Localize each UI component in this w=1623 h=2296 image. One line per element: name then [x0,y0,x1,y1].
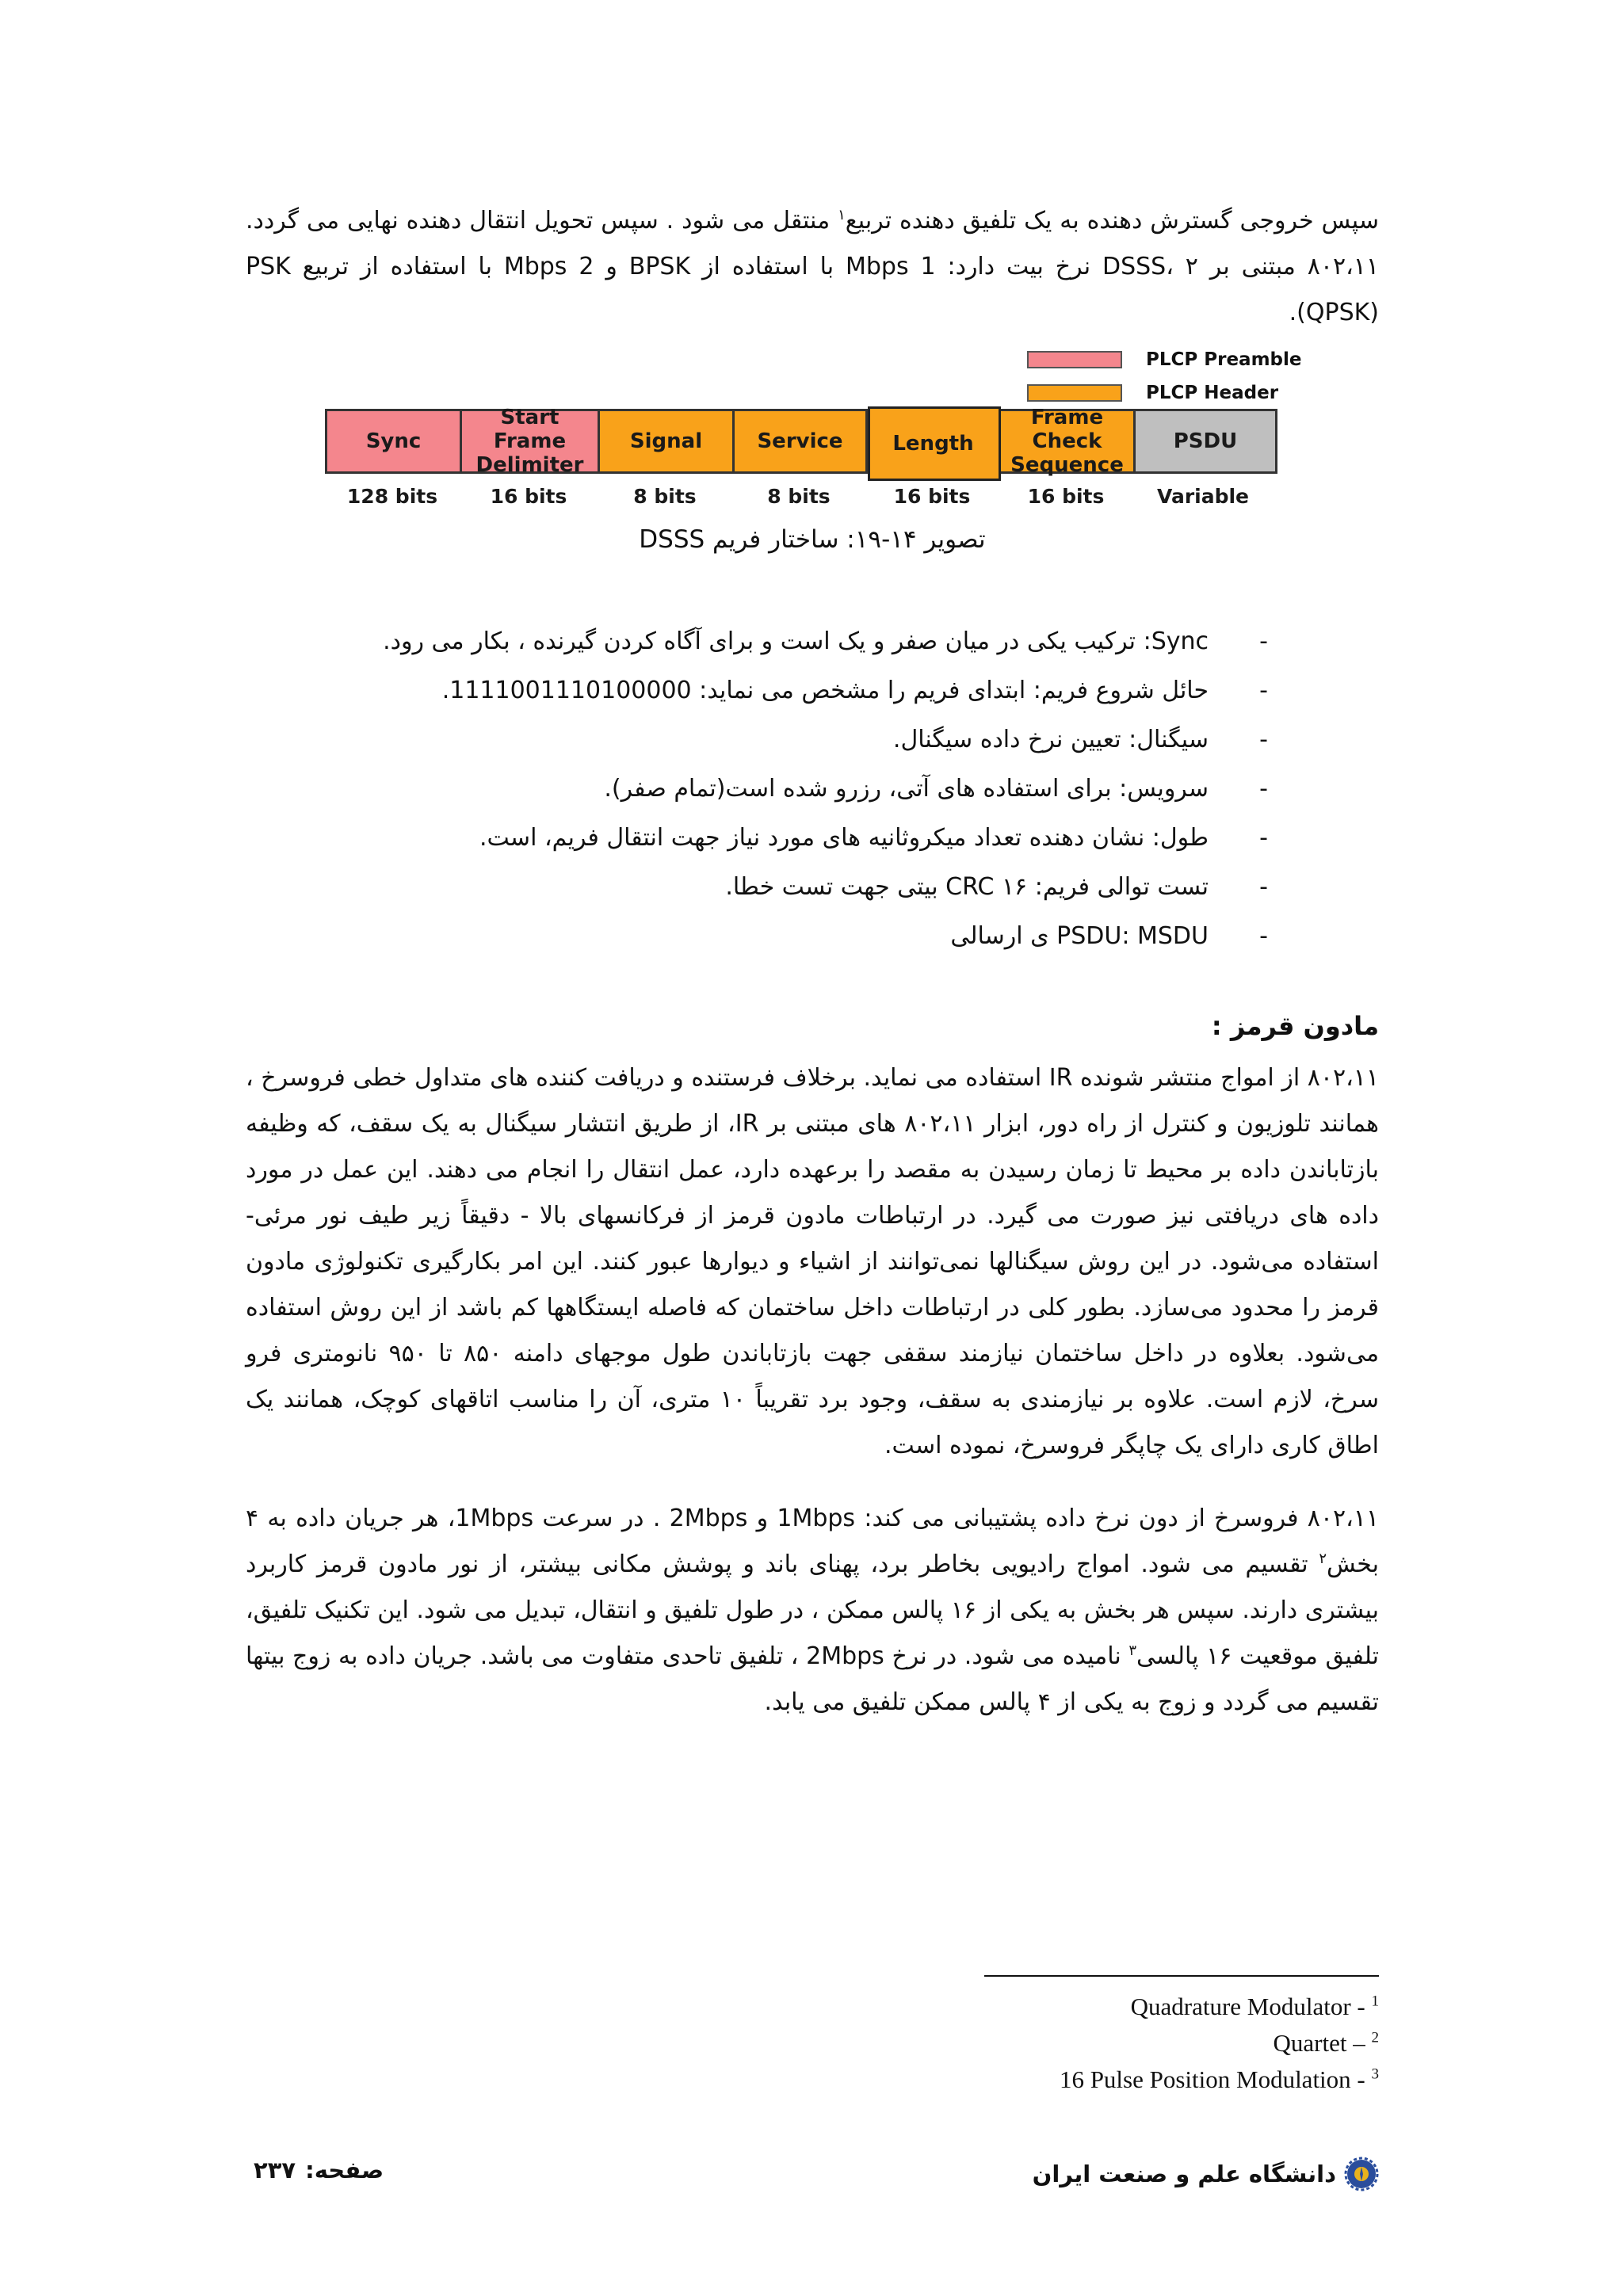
list-item-text: سرویس: برای استفاده های آتی، رزرو شده است(تمام صفر). [604,774,1209,803]
field-bit-sizes [325,485,1277,508]
page-number-value: ۲۳۷ [254,2157,296,2183]
infrared-paragraph: ۸۰۲،۱۱ از امواج منتشر شونده IR استفاده می نماید. برخلاف فرستنده و دریافت کننده های متداول خطی فروسرخ ، همانند تلوزیون و کنترل از راه دور، ابزار ۸۰۲،۱۱ های مبتنی بر IR، از طریق انتشار سیگنال به یک سقف، که وظیفه بازتاباندن داده بر محیط تا زمان رسیدن به مقصد را برعهده دارد، عمل انتقال را انجام می دهند. این عمل در مورد داده های دریافتی نیز صورت می گیرد. در ارتباطات مادون قرمز از فرکانسهای بالا - دقیقاً زیر طیف نور مرئی- استفاده می‌شود. در این روش سیگنالها نمی‌توانند از اشیاء و دیوارها عبور کنند. این امر بکارگیری تکنولوژی مادون قرمز را محدود می‌سازد. بطور کلی در ارتباطات داخل ساختمان که فاصله ایستگاهها کم باشد از این روش استفاده می‌شود. بعلاوه در داخل ساختمان نیازمند سقفی جهت بازتاباندن طول موجهای دامنه ۸۵۰ تا ۹۵۰ نانومتری فرو سرخ، لازم است. علاوه بر نیازمندی به سقف، وجود برد تقریباً ۱۰ متری، آن را مناسب اتاقهای کوچک، همانند یک اطاق کاری دارای یک چاپگر فروسرخ، نموده است. [246,1064,1380,1459]
list-item [246,813,1268,862]
footnote-text: 16 Pulse Position Modulation - [1059,2065,1372,2093]
legend-label-preamble: PLCP Preamble [1146,349,1302,370]
field-sync: Sync [327,411,462,471]
list-item [246,666,1268,715]
footnote-number: 1 [1371,1993,1379,2010]
bits-signal: 8 bits [633,485,697,508]
bits-service: 8 bits [767,485,831,508]
list-item-text: تست توالی فریم: CRC ۱۶ بیتی جهت تست خطا. [725,872,1209,901]
intro-text-1: سپس خروجی گسترش دهنده به یک تلفیق دهنده تربیع [845,207,1379,235]
footnote-2 [792,2025,1379,2061]
bullet-dash: - [1259,627,1268,655]
figure-caption: تصویر ۱۴-۱۹: ساختار فریم DSSS [639,525,986,554]
intro-text-2: منتقل می شود . سپس تحویل انتقال دهنده نهایی می گردد. ۸۰۲،۱۱ مبتنی بر DSSS، ۲ نرخ بیت دارد: 1 Mbps با استفاده از BPSK و 2 Mbps با استفاده از تربیع PSK (QPSK). [246,207,1379,326]
bits-length: 16 bits [893,485,971,508]
bits-sync: 128 bits [346,485,438,508]
footnote-text: Quartet – [1273,2029,1372,2057]
university-logo-icon [1344,2157,1379,2191]
section-heading: مادون قرمز : [1211,1011,1379,1041]
footnote-1 [792,1989,1379,2025]
page-number [254,2157,384,2183]
bits-psdu: Variable [1156,485,1250,508]
field-length: Length [868,406,1001,481]
page-label: صفحه: [305,2157,384,2183]
footnote-divider [984,1975,1379,1977]
bullet-dash: - [1259,921,1268,950]
bullet-dash: - [1259,774,1268,803]
legend-swatch-header [1027,384,1122,402]
figure-legend [1027,343,1312,410]
footnote-ref-2[interactable]: ۲ [1319,1550,1327,1567]
rate-text-3: نامیده می شود. در نرخ 2Mbps ، تلفیق تاحدی متفاوت می باشد. جریان داده به زوج بیتها تقسیم می گردد و زوج به یکی از ۴ پالس ممکن تلفیق می یابد. [246,1642,1379,1716]
list-item [246,862,1268,911]
field-psdu: PSDU [1136,411,1275,471]
university-name: دانشگاه علم و صنعت ایران [1032,2161,1336,2187]
list-item-text: طول: نشان دهنده تعداد میکروثانیه های مورد نیاز جهت انتقال فریم، است. [479,823,1209,852]
list-item-text: PSDU: MSDU ی ارسالی [950,921,1209,950]
bits-start-frame-delimiter: 16 bits [490,485,567,508]
bullet-dash: - [1259,823,1268,852]
rate-text-2: تقسیم می شود. امواج رادیویی بخاطر برد، پهنای باند و پوشش مکانی بیشتر، از نور مادون قرمز کاربرد بیشتری دارند. سپس هر بخش به یکی از ۱۶ پالس ممکن ، در طول تلفیق و انتقال، تبدیل می شود. این تکنیک تلفیق، تلفیق موقعیت ۱۶ پالسی [246,1550,1379,1670]
data-rate-paragraph [246,1496,1379,1726]
footnote-ref-1[interactable]: ۱ [838,207,846,223]
page-footer-university [1033,2157,1379,2191]
list-item [246,764,1268,813]
dsss-frame-diagram [325,406,1277,477]
legend-item-preamble [1027,343,1312,376]
list-item [246,715,1268,764]
footnote-text: Quadrature Modulator - [1130,1993,1372,2020]
intro-paragraph [246,198,1379,336]
footnote-number: 2 [1371,2029,1379,2046]
field-frame-check-sequence: Frame Check Sequence [1001,411,1136,471]
footnotes [792,1989,1379,2098]
bits-frame-check-sequence: 16 bits [1027,485,1105,508]
bullet-dash: - [1259,725,1268,753]
legend-item-header [1027,376,1312,410]
list-item-text: Sync: ترکیب یکی در میان صفر و یک است و برای آگاه کردن گیرنده ، بکار می رود. [383,627,1209,655]
list-item [246,616,1268,666]
list-item [246,911,1268,960]
field-description-list [246,616,1268,960]
rate-text-1: ۸۰۲،۱۱ فروسرخ از دون نرخ داده پشتیبانی می کند: 1Mbps و 2Mbps . در سرعت 1Mbps، هر جریان داده به ۴ بخش [246,1505,1380,1578]
field-signal: Signal [600,411,735,471]
footnote-number: 3 [1371,2065,1379,2083]
footnote-3 [792,2061,1379,2098]
bullet-dash: - [1259,676,1268,704]
list-item-text: حائل شروع فریم: ابتدای فریم را مشخص می نماید: 1111001110100000. [441,676,1209,704]
bullet-dash: - [1259,872,1268,901]
footnote-ref-3[interactable]: ۳ [1128,1642,1137,1659]
list-item-text: سیگنال: تعیین نرخ داده سیگنال. [892,725,1209,753]
legend-label-header: PLCP Header [1146,383,1279,403]
field-service: Service [735,411,868,471]
legend-swatch-preamble [1027,351,1122,368]
field-start-frame-delimiter: Start Frame Delimiter [462,411,600,471]
